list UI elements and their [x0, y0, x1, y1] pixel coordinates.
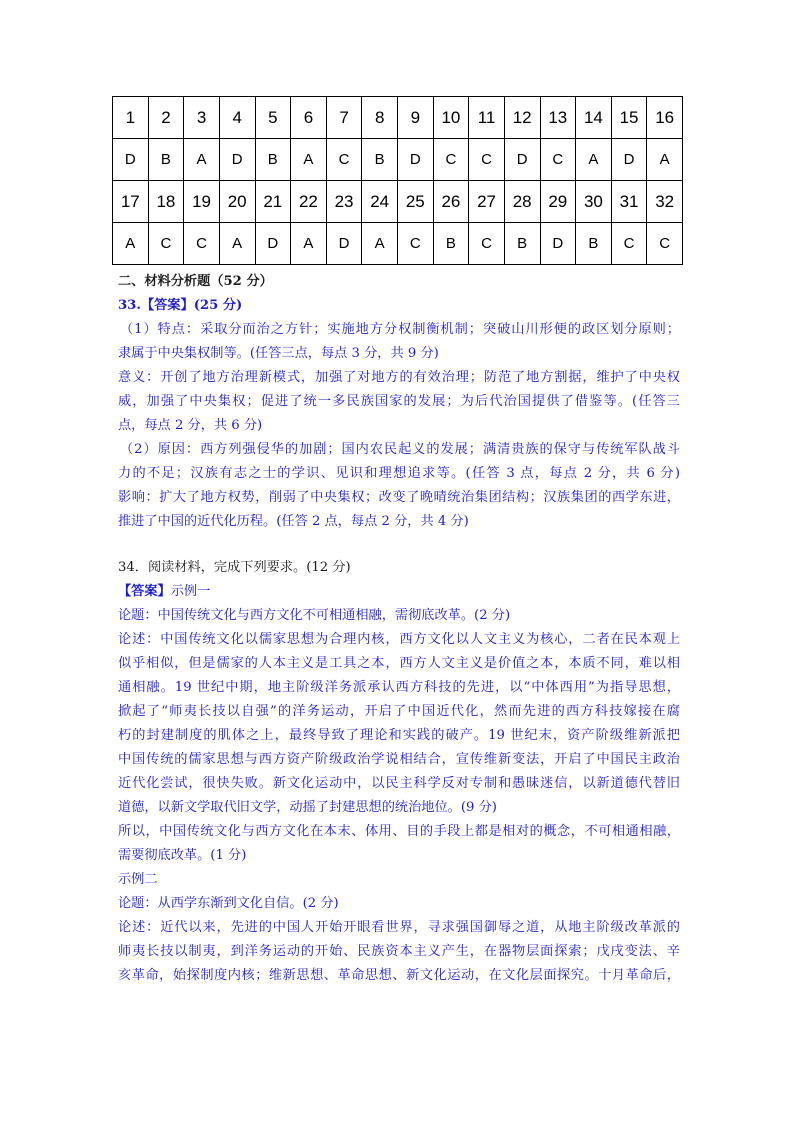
q34-line: 师夷长技以制夷，到洋务运动的开始、民族资本主义产生，在器物层面探索；戊戌变法、辛 [118, 944, 680, 959]
q33-line: 推进了中国的近代化历程。(任答 2 点，每点 2 分，共 4 分) [118, 514, 469, 529]
answer-letter-cell: A [362, 223, 398, 265]
answer-letter-row [113, 139, 683, 181]
question-number-cell: 20 [219, 181, 255, 223]
answer-letter-cell: B [255, 139, 291, 181]
q34-line: 论述：中国传统文化以儒家思想为合理内核，西方文化以人文主义为核心，二者在民本观上 [118, 632, 680, 647]
question-number-cell: 22 [291, 181, 327, 223]
question-number-cell: 5 [255, 97, 291, 139]
q34-line: 朽的封建制度的肌体之上，最终导致了理论和实践的破产。19 世纪末，资产阶级维新派把 [118, 728, 680, 743]
q33-line: （1）特点：采取分而治之方针；实施地方分权制衡机制；突破山川形便的政区划分原则； [120, 322, 680, 337]
answer-letter-cell: C [540, 139, 576, 181]
q34-answer-header [118, 580, 680, 604]
answer-table [112, 96, 683, 265]
question-number-cell: 28 [504, 181, 540, 223]
question-number-cell: 2 [148, 97, 184, 139]
question-number-cell: 14 [576, 97, 612, 139]
q33-line: （2）原因：西方列强侵华的加剧；国内农民起义的发展；满清贵族的保守与传统军队战斗 [120, 442, 680, 457]
question-number-cell: 23 [326, 181, 362, 223]
answer-letter-cell: D [219, 139, 255, 181]
q33-line: 意义：开创了地方治理新模式，加强了对地方的有效治理；防范了地方割据，维护了中央权 [118, 370, 680, 385]
question-number-cell: 1 [113, 97, 149, 139]
q33-line: 点，每点 2 分，共 6 分) [118, 418, 263, 433]
q33-line: 力的不足；汉族有志之士的学识、见识和理想追求等。(任答 3 点，每点 2 分，共 6 分) [118, 466, 680, 481]
answer-letter-cell: D [326, 223, 362, 265]
question-number-row [113, 97, 683, 139]
question-number-cell: 11 [469, 97, 505, 139]
answer-letter-cell: A [291, 223, 327, 265]
question-number-cell: 18 [148, 181, 184, 223]
answer-letter-cell: A [184, 139, 220, 181]
answer-letter-cell: C [469, 139, 505, 181]
question-number-cell: 27 [469, 181, 505, 223]
answer-letter-cell: A [219, 223, 255, 265]
question-number-cell: 31 [611, 181, 647, 223]
q34-line: 中国传统的儒家思想与西方资产阶级政治学说相结合，宣传维新变法，开启了中国民主政治 [118, 752, 680, 767]
question-number-cell: 4 [219, 97, 255, 139]
question-number-cell: 16 [647, 97, 683, 139]
answer-letter-cell: D [540, 223, 576, 265]
q34-line: 似乎相似，但是儒家的人本主义是工具之本，西方人文主义是价值之本，本质不同，难以相 [118, 656, 680, 671]
answer-letter-cell: C [647, 223, 683, 265]
q34-line: 所以，中国传统文化与西方文化在本末、体用、目的手段上都是相对的概念，不可相通相融， [118, 824, 680, 839]
question-number-cell: 3 [184, 97, 220, 139]
answer-letter-cell: D [611, 139, 647, 181]
question-number-row [113, 181, 683, 223]
q34-line: 通相融。19 世纪中期，地主阶级洋务派承认西方科技的先进，以“中体西用”为指导思想， [118, 680, 680, 695]
answer-letter-cell: B [576, 223, 612, 265]
question-number-cell: 7 [326, 97, 362, 139]
q34-line: 亥革命，始探制度内核；维新思想、革命思想、新文化运动，在文化层面探究。十月革命后， [118, 968, 680, 983]
q34-line: 论题：从西学东渐到文化自信。(2 分) [118, 896, 339, 911]
q34-line: 论述：近代以来，先进的中国人开始开眼看世界，寻求强国御辱之道，从地主阶级改革派的 [118, 920, 680, 935]
answer-letter-cell: D [113, 139, 149, 181]
question-number-cell: 8 [362, 97, 398, 139]
answer-letter-cell: C [148, 223, 184, 265]
answer-tag: 【答案】 [118, 584, 171, 599]
question-number-cell: 21 [255, 181, 291, 223]
paragraph-gap [118, 534, 680, 556]
section-title: 二、材料分析题（52 分） [118, 274, 273, 289]
q33-line: 威，加强了中央集权；促进了统一多民族国家的发展；为后代治国提供了借鉴等。(任答三 [118, 394, 680, 409]
question-number-cell: 26 [433, 181, 469, 223]
question-number-cell: 13 [540, 97, 576, 139]
answer-letter-cell: D [398, 139, 434, 181]
q33-line: 隶属于中央集权制等。(任答三点，每点 3 分，共 9 分) [118, 346, 439, 361]
answer-letter-cell: C [611, 223, 647, 265]
answer-letter-cell: A [647, 139, 683, 181]
q34-line: 掀起了“师夷长技以自强”的洋务运动，开启了中国近代化，然而先进的西方科技嫁接在腐 [118, 704, 680, 719]
question-number-cell: 17 [113, 181, 149, 223]
answer-table-body [113, 97, 683, 265]
question-number-cell: 9 [398, 97, 434, 139]
answer-letter-cell: D [255, 223, 291, 265]
answer-letter-cell: B [362, 139, 398, 181]
answer-letter-cell: D [504, 139, 540, 181]
q34-line: 论题：中国传统文化与西方文化不可相通相融，需彻底改革。(2 分) [118, 608, 511, 623]
answer-letter-cell: B [148, 139, 184, 181]
answer-letter-row [113, 223, 683, 265]
answer-letter-cell: C [469, 223, 505, 265]
answer-letter-cell: A [291, 139, 327, 181]
q34-line: 近代化尝试，很快失败。新文化运动中，以民主科学反对专制和愚昧迷信，以新道德代替旧 [118, 776, 680, 791]
answer-letter-cell: C [326, 139, 362, 181]
content-area [118, 270, 680, 988]
answer-letter-cell: B [433, 223, 469, 265]
question-number-cell: 30 [576, 181, 612, 223]
answer-letter-cell: A [576, 139, 612, 181]
question-number-cell: 10 [433, 97, 469, 139]
question-number-cell: 19 [184, 181, 220, 223]
question-number-cell: 25 [398, 181, 434, 223]
answer-letter-cell: B [504, 223, 540, 265]
answer-letter-cell: C [433, 139, 469, 181]
question-number-cell: 24 [362, 181, 398, 223]
question-number-cell: 29 [540, 181, 576, 223]
q33-header: 33.【答案】(25 分) [118, 298, 243, 313]
answer-letter-cell: C [398, 223, 434, 265]
question-number-cell: 6 [291, 97, 327, 139]
q34-example-two-label: 示例二 [118, 872, 158, 887]
answer-letter-cell: C [184, 223, 220, 265]
q34-line: 需要彻底改革。(1 分) [118, 848, 247, 863]
answer-letter-cell: A [113, 223, 149, 265]
answer-example-label: 示例一 [170, 584, 211, 599]
question-number-cell: 32 [647, 181, 683, 223]
q34-line: 道德，以新文学取代旧文学，动摇了封建思想的统治地位。(9 分) [118, 800, 497, 815]
q33-line: 影响：扩大了地方权势，削弱了中央集权；改变了晚晴统治集团结构；汉族集团的西学东进， [118, 490, 680, 505]
question-number-cell: 15 [611, 97, 647, 139]
question-number-cell: 12 [504, 97, 540, 139]
q34-header: 34．阅读材料，完成下列要求。(12 分) [118, 560, 351, 575]
